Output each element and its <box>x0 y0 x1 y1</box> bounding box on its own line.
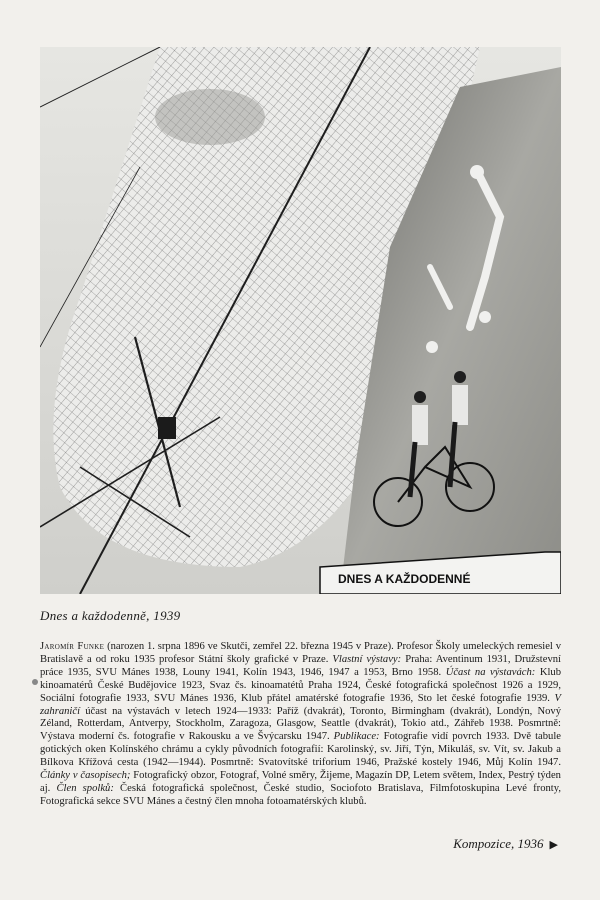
bio-label: V zahraničí <box>40 692 561 717</box>
bio-text: Fotografický obzor, Fotograf, Volné směry, Žijeme, Magazín DP, Letem světem, Index, Pestrý týden aj. <box>40 770 561 794</box>
photograph <box>40 47 561 594</box>
photo-caption: Dnes a každodenně, 1939 <box>40 608 181 623</box>
next-page-label: Kompozice, 1936 <box>453 836 544 851</box>
play-arrow-icon: ▶ <box>549 839 558 851</box>
photographer-name: Jaromír Funke <box>40 641 105 652</box>
bio-text: Klub kinoamatérů České Budějovice 1923, Svaz čs. kinoamatétů Praha 1924, České fotografická společnost 1926 a 1929, Sociální fotografie 1933, SVU Mánes 1936, Klub přátel amatérské fotografie 1936, Sto let české fotografie 1939. <box>40 666 562 704</box>
sign-text: DNES A KAŽDODENNÉ <box>338 572 471 586</box>
bio-text: Česká fotografická společnost, České studio, Sociofoto Bratislava, Filmfotoskupina Levé fronty, Fotografická sekce SVU Mánes a čestný člen mnoha fotoamatérských klubů. <box>40 782 562 807</box>
bio-label: Účast na výstavách: <box>445 666 536 678</box>
bio-label: Vlastní výstavy: <box>332 653 402 665</box>
bio-text: Fotografie vidí povrch 1933. Dvě tabule gotických oken Kolínského chrámu a cykly původních fotografií: Karolinský, sv. Jiří, Týn, Mikuláš, sv. Vít, sv. Jakub a Bílkova Křížová cesta (1942—1944). Posmrtně: Svatovítské triforium 1946, Pražské kostely 1946, Můj Kolín 1947. <box>40 731 561 769</box>
bio-text: účast na výstavách v letech 1924—1933: Paříž (dvakrát), Toronto, Birmingham (dvakrát), Londýn, Nový Zéland, Rotterdam, Antverpy, Stockholm, Zaragoza, Glasgow, Seattle (dvakrát), Tokio atd., Záhřeb 1938. Posmrtně: Výstava moderní čs. fotografie v Rakousku a ve Švýcarsku 1947. <box>40 705 561 743</box>
biography <box>40 641 561 809</box>
bio-label: Publikace: <box>333 731 380 743</box>
bio-label: Člen spolků: <box>56 782 114 794</box>
bio-text: Praha: Aventinum 1931, Družstevní práce 1935, SVU Mánes 1938, Louny 1941, Kolín 1943, 1946, 1947 a 1953, Brno 1958. <box>40 653 561 678</box>
next-page-link[interactable] <box>453 836 558 852</box>
margin-dot <box>32 679 38 685</box>
bio-text: (narozen 1. srpna 1896 ve Skutči, zemřel 22. března 1945 v Praze). Profesor Školy umeleckých remesiel v Bratislavě a od roku 1935 profesor Státní školy grafické v Praze. <box>40 641 561 665</box>
bio-label: Články v časopisech; <box>40 770 131 782</box>
photo-illustration <box>40 47 561 594</box>
